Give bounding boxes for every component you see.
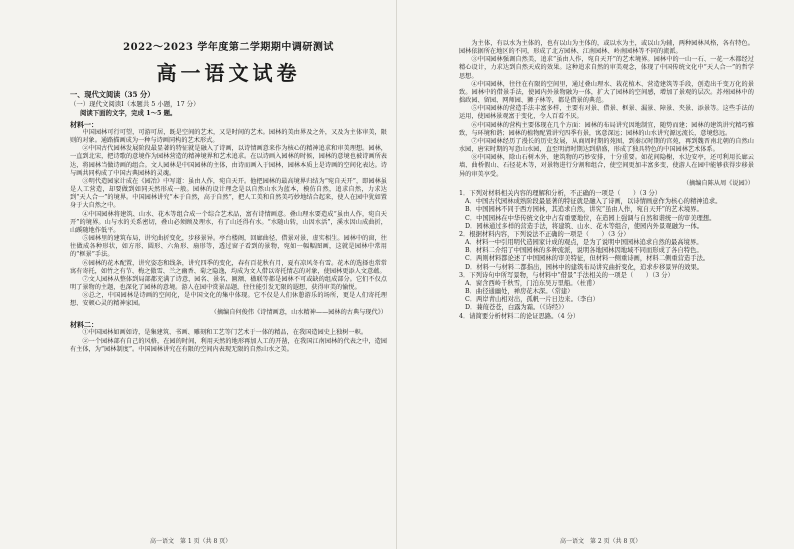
material-two-cont-paragraph: ⑥中国园林的营构主要体现在几个方面：园林的布局讲究因地制宜，随势而建；园林的建筑讲究精巧雅致，与环境和谐；园林的植物配置讲究四季有景，寓意深远；园林的山水讲究源远流长，意境悠远。 xyxy=(459,121,754,137)
material-one-paragraph: ⑤园林里的建筑布局，讲究曲折变化，步移景异。亭台楼阁，回廊曲径，借景对景，虚实相生。园林中的窗，往往做成各种形状，如方形、圆形、六角形、扇形等，透过窗子看到的景物，宛如一幅幅图画，这就是园林中常用的“框景”手法。 xyxy=(70,235,387,259)
material-two-cont-paragraph: 为主体，有以水为主体的，也有以山为主体的，或以水为主，或以山为辅，两种园林风格，各有特色。园林依据所在地区的不同，形成了北方园林、江南园林、岭南园林等不同的流派。 xyxy=(459,40,754,56)
material-one-paragraph: ④中国园林将建筑、山水、花木等组合成一个综合艺术品，富有诗情画意。叠山理水要造成“虽由人作，宛自天开”的境界。山与水的关系密切，叠山必须顾及理水，有了山还得有水。“水随山转，山因水活”，溪水因山成曲折，山蹊随地作低平。 xyxy=(70,210,387,234)
material-two-cont-paragraph: ④中国园林，往往在有限的空间里，通过叠山理水、栽花植木、营造建筑等手段，创造出千变万化的景致。园林中的借景手法，使园内外景物融为一体，扩大了园林的空间感，增加了景观的层次。苏州园林中的拙政园、留园、网师园、狮子林等，都是借景的典范。 xyxy=(459,80,754,105)
subsection-heading: （一）现代文阅读Ⅰ（本题共 5 小题，17 分） xyxy=(70,99,200,108)
question-stem: 3．下列诗句中所写景物，与材料中“借景”手法相关的一项是（ ）（3 分） xyxy=(459,271,674,279)
question-option: B．中国园林不同于西方园林，其追求自然，讲究“虽由人作，宛自天开”的艺术境界。 xyxy=(465,206,703,214)
left-page-footer: 高一语文 第 1 页（共 8 页） xyxy=(150,538,232,545)
material-two-cont-paragraph: ⑦中国园林经历了漫长的历史发展，从商周时期的苑囿，到秦汉时期的宫苑，再到魏晋南北朝的自然山水园，唐宋时期的写意山水园，直至明清时期达到鼎盛，形成了独具特色的中国园林艺术体系。 xyxy=(459,137,754,154)
page-right xyxy=(397,0,794,549)
material-one-paragraph: 中国园林可行可望，可游可居，既是空间的艺术，又是时间的艺术。园林的美由界及之外，又及为主体审美，限则的对象。通路描画成为一种与诗画同构的艺术形式。 xyxy=(70,129,387,145)
material-two-paragraph: ②一个园林部有自己的风格，在园的时间，利用天然的地形再加人工的开凿，在我国江南园林的代表之中，造园有主体，为“园林制度”。中国园林讲究在有限的空间内表现无限的自然山水之美。 xyxy=(70,337,387,353)
question-option: C．中国园林在中华传统文化中占有重要地位，在造园上强调与自然和谐统一的审美理想。 xyxy=(465,214,716,222)
material-one-paragraph: ⑧总之，中国园林是诗画的空间化，是中国文化的集中体现。它不仅是人们休憩游乐的场所，更是人们寄托理想、安顿心灵的精神家园。 xyxy=(70,292,387,308)
question-stem: 2．根据材料内容，下列说法不正确的一项是（ ）（3 分） xyxy=(459,230,630,238)
question-option: A．中国古代园林成熟阶段最显著的特征就是融入了诗画，以诗情画意作为核心的精神追求。 xyxy=(465,198,722,206)
material-two-continued xyxy=(459,40,754,179)
material-two-cont-paragraph: ⑧中国园林，除山石树木外，建筑物的巧妙安排，十分重要。如花间隐榭，水边安亭，还可利用长廊云墙、曲桥假山、石径花木等，对景物进行分割和组合，使空间更加丰富多变，使游人在园中能够获得步移景异的审美享受。 xyxy=(459,154,754,178)
section-heading: 一、现代文阅读（35 分） xyxy=(70,90,155,99)
material-one-paragraph: ③明代造园家计成在《园冶》中写道：虽由人作，宛自天开。他把园林的最高境界归结为“宛自天开”，即园林虽是人工营造，却要做到如同天然形成一般。园林的设计理念是以自然山水为蓝本，模仿自然，追求自然，力求达到“天人合一”的境界。中国园林讲究“本于自然，高于自然”，把人工美和自然美巧妙地结合起来，使人在园中犹如置身于大自然之中。 xyxy=(70,177,387,210)
material-one-label: 材料一： xyxy=(70,119,98,129)
subject-title: 高一语文试卷 xyxy=(156,61,301,85)
material-one-source: （摘编自何俊伟《诗情画意，山水精神——园林的古典与现代》） xyxy=(210,309,387,317)
question-option: C．两岸青山相对出，孤帆一片日边来。（李白） xyxy=(465,296,599,304)
question-stem: 1．下列对材料相关内容的理解和分析，不正确的一项是（ ）（3 分） xyxy=(459,190,662,198)
question-option: A．材料一中引用明代造园家计成的观点，是为了说明中国园林追求自然的最高境界。 xyxy=(465,239,703,247)
material-two-cont-paragraph: ⑤中国园林的营造手法丰富多样，主要有对景、借景、框景、漏景、障景、夹景、添景等。这些手法的运用，使园林景观富于变化，令人百看不厌。 xyxy=(459,105,754,121)
material-two-label: 材料二： xyxy=(70,319,98,329)
question-option: B．材料二介绍了中国园林的多种流派，说明各地园林因地域不同而形成了各自特色。 xyxy=(465,247,703,255)
question-stem: 4．请简要分析材料二的论证思路。（4 分） xyxy=(459,312,580,320)
material-two-source: （摘编自陈从周《说园》） xyxy=(682,179,754,187)
material-one-paragraph: ⑥园林的花木配置，讲究姿态和线条，讲究四季的变化，春有百花秋有月，夏有凉风冬有雪。花木的选择也常常寓有寄托，如竹之有节、梅之傲雪、兰之幽香、菊之隐逸，均成为文人借以寄托情志的对象，使园林更添人文意蕴。 xyxy=(70,259,387,275)
material-one-body xyxy=(70,129,387,308)
exam-title: 2022～2023 学年度第二学期期中调研测试 xyxy=(123,42,334,53)
material-two-cont-paragraph: ③中国园林强调自然美，追求“虽由人作，宛自天开”的艺术境界。园林中的一山一石、一花一木都经过精心设计，力求达到自然天成的效果。这种追求自然的审美观念，体现了中国传统文化中“天人合一”的哲学思想。 xyxy=(459,56,754,80)
material-one-paragraph: ⑦文人园林从整体到局部都充满了诗意，园名、景名、匾额、楹联等都是园林不可或缺的组成部分。它们不仅点明了景物的主题，也深化了园林的意境。游人在园中赏景品题，往往能引发无限的遐想，获得审美的愉悦。 xyxy=(70,275,387,291)
material-two-body xyxy=(70,329,387,353)
question-option: C．两则材料都论述了中国园林的审美特征，但材料一侧重诗画，材料二侧重营造手法。 xyxy=(465,255,710,263)
question-list xyxy=(459,190,754,321)
reading-instruction: 阅读下面的文字，完成 1～5 题。 xyxy=(80,108,177,117)
material-one-paragraph: ②中国古代园林发展阶段最显著的特征就是融入了诗画，以诗情画意来作为核心的精神追求和审美理想。园林，一直到北宋，把诗歌的意境作为园林营造的精神境界和艺术追求。在以诗画入园林的时候，园林的意境也被诗画所表达，将园林当做诗画的组合。文人园林是中国园林的主体，由诗而画入于园林，园林本质上是诗画的空间化表达。诗与画共同构成了中国古典园林的灵魂。 xyxy=(70,145,387,177)
question-option: A．窗含西岭千秋雪，门泊东吴万里船。（杜甫） xyxy=(465,279,599,287)
question-option: D．蒹葭苍苍，白露为霜。（《诗经》） xyxy=(465,304,568,312)
question-option: D．材料一与材料二都指出，园林中的建筑布局讲究曲折变化，追求步移景异的效果。 xyxy=(465,263,704,271)
question-option: D．园林通过多样的营造手法，将建筑、山水、花木等组合，使园内外景观融为一体。 xyxy=(465,222,704,230)
material-two-paragraph: ①中国园林如画如诗，是集建筑、书画、雕刻和工艺等门艺术于一体的精品，在我国造园史上独树一帜。 xyxy=(82,329,368,337)
right-page-footer: 高一语文 第 2 页（共 8 页） xyxy=(560,538,642,545)
question-option: B．曲径通幽处，禅房花木深。（常建） xyxy=(465,288,574,296)
